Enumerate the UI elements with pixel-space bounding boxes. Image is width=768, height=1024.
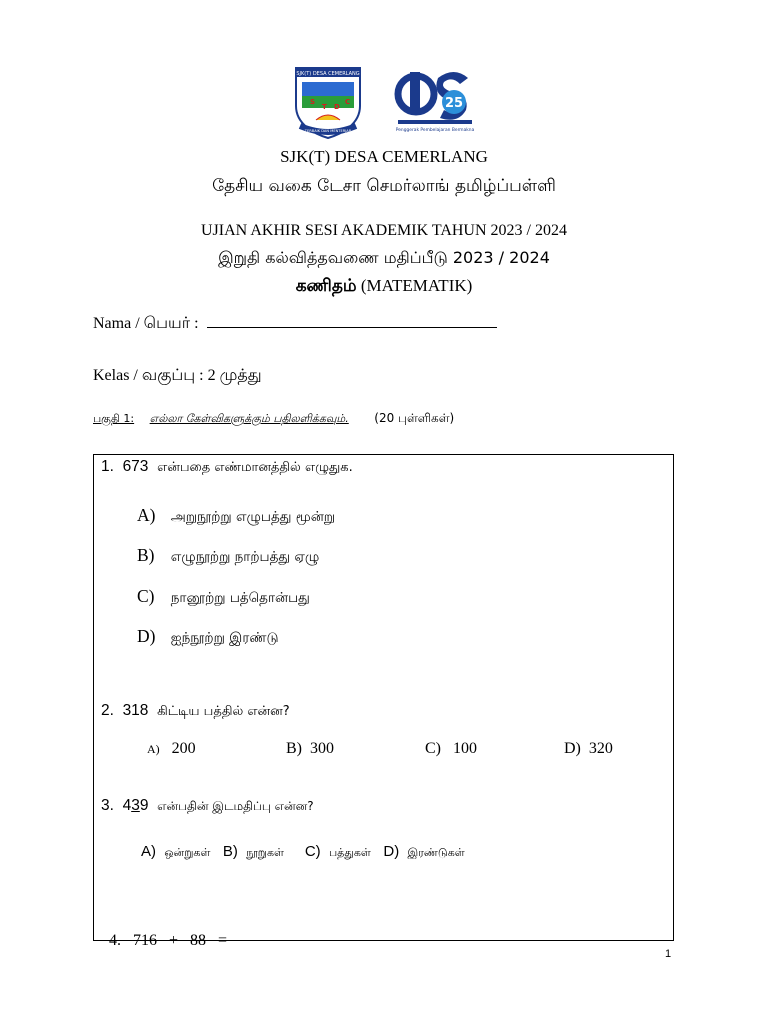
logo-25-number: 25 bbox=[444, 96, 464, 111]
class-value: 2 முத்து bbox=[207, 367, 262, 384]
class-label: Kelas / வகுப்பு : bbox=[93, 367, 204, 384]
crest-motto: TERBAIK DAN MENTERJAR bbox=[304, 129, 352, 133]
school-name: SJK(T) DESA CEMERLANG bbox=[280, 147, 488, 166]
school-name-tamil: தேசிய வகை டேசா செமர்லாங் தமிழ்ப்பள்ளி bbox=[212, 176, 556, 196]
question-2-value: 318 bbox=[122, 702, 149, 719]
page-number: 1 bbox=[665, 948, 672, 960]
q3-option-c[interactable] bbox=[305, 843, 375, 860]
q1-option-a[interactable] bbox=[137, 505, 335, 527]
q1-option-a-text: அறுநூற்று எழுபத்து மூன்று bbox=[170, 509, 336, 525]
q1-option-c-label: C) bbox=[137, 586, 155, 606]
question-1-number: 1. bbox=[101, 458, 114, 475]
q1-option-b-text: எழுநூற்று நாற்பத்து ஏழு bbox=[170, 549, 320, 565]
q2-option-d-label: D) bbox=[564, 740, 581, 757]
q3-option-a[interactable] bbox=[141, 843, 215, 860]
question-4-number: 4. bbox=[109, 932, 121, 949]
q2-option-a-label: A) bbox=[147, 742, 160, 756]
q3-option-b[interactable] bbox=[223, 843, 288, 860]
question-4-expression: 716 + 88 = bbox=[133, 932, 228, 949]
25-years-logo bbox=[394, 64, 476, 134]
q1-option-b-label: B) bbox=[137, 545, 155, 565]
q3-option-a-label: A) bbox=[141, 843, 156, 860]
subject-title bbox=[0, 276, 768, 298]
q3-digit-underlined: 3 bbox=[131, 797, 140, 814]
q1-option-c[interactable] bbox=[137, 586, 310, 608]
q2-option-b-label: B) bbox=[286, 740, 302, 757]
q3-option-c-text: பத்துகள் bbox=[328, 846, 371, 859]
crest-letter-c: C bbox=[345, 98, 351, 106]
q3-option-a-text: ஒன்றுகள் bbox=[164, 846, 211, 859]
question-3 bbox=[101, 797, 314, 815]
question-1-text: என்பதை எண்மானத்தில் எழுதுக. bbox=[157, 460, 353, 475]
subject-tamil: கணிதம் bbox=[295, 276, 357, 296]
crest-letter-d: D bbox=[334, 103, 340, 111]
questions-box bbox=[93, 454, 674, 941]
q2-option-d-text: 320 bbox=[588, 740, 613, 757]
q1-option-c-text: நானூற்று பத்தொன்பது bbox=[170, 590, 310, 606]
question-2-text: கிட்டிய பத்தில் என்ன? bbox=[157, 704, 290, 719]
crest-letter-t: T bbox=[322, 103, 327, 111]
q3-option-b-label: B) bbox=[222, 843, 238, 860]
q3-option-d-label: D) bbox=[383, 843, 400, 860]
q3-option-d[interactable] bbox=[383, 843, 464, 860]
question-3-text: என்பதின் இடமதிப்பு என்ன? bbox=[157, 799, 314, 813]
school-crest-logo bbox=[292, 64, 364, 140]
exam-title: UJIAN AKHIR SESI AKADEMIK TAHUN 2023 / 2024 bbox=[201, 222, 567, 239]
q2-option-b[interactable] bbox=[286, 740, 334, 758]
question-1 bbox=[101, 458, 353, 476]
crest-top-text: SJK(T) DESA CEMERLANG bbox=[296, 71, 360, 77]
question-3-number: 3. bbox=[101, 797, 114, 814]
q1-option-a-label: A) bbox=[137, 505, 156, 525]
logo-25-caption: Penggerak Pembelajaran Bermakna bbox=[395, 128, 475, 133]
name-field-row bbox=[93, 313, 497, 334]
q2-option-b-text: 300 bbox=[310, 740, 334, 757]
q2-option-a-text: 200 bbox=[171, 740, 196, 757]
q3-digit-ones: 9 bbox=[139, 797, 149, 814]
subject-malay: (MATEMATIK) bbox=[360, 276, 473, 295]
q2-option-d[interactable] bbox=[564, 740, 613, 758]
question-2 bbox=[101, 702, 290, 720]
name-label: Nama / பெயர் : bbox=[93, 315, 199, 332]
section-points: (20 புள்ளிகள்) bbox=[374, 411, 455, 425]
q3-digit-hundreds: 4 bbox=[122, 797, 132, 814]
name-blank-line[interactable] bbox=[207, 313, 497, 328]
question-4 bbox=[101, 914, 227, 950]
section-header bbox=[93, 411, 454, 427]
q1-option-b[interactable] bbox=[137, 545, 319, 567]
crest-letter-s: S bbox=[310, 98, 316, 106]
q2-option-c-label: C) bbox=[425, 740, 441, 757]
question-3-value bbox=[123, 797, 149, 814]
q1-option-d-label: D) bbox=[137, 626, 156, 646]
q3-options-row bbox=[141, 843, 465, 861]
question-1-value: 673 bbox=[122, 458, 149, 475]
class-field-row bbox=[93, 366, 262, 386]
q1-option-d-text: ஐந்நூற்று இரண்டு bbox=[170, 630, 279, 646]
q2-option-a[interactable] bbox=[147, 740, 196, 758]
section-label: பகுதி 1: bbox=[93, 412, 135, 425]
question-2-number: 2. bbox=[101, 702, 114, 719]
q2-option-c-text: 100 bbox=[453, 740, 477, 757]
q3-option-b-text: நூறுகள் bbox=[246, 846, 284, 859]
q3-option-d-text: இரண்டுகள் bbox=[407, 846, 465, 859]
q3-option-c-label: C) bbox=[304, 843, 321, 860]
exam-title-tamil: இறுதி கல்வித்தவணை மதிப்பீடு 2023 / 2024 bbox=[218, 248, 550, 267]
q2-option-c[interactable] bbox=[425, 740, 477, 758]
q1-option-d[interactable] bbox=[137, 626, 279, 648]
section-instruction: எல்லா கேள்விகளுக்கும் பதிலளிக்கவும். bbox=[149, 412, 349, 425]
